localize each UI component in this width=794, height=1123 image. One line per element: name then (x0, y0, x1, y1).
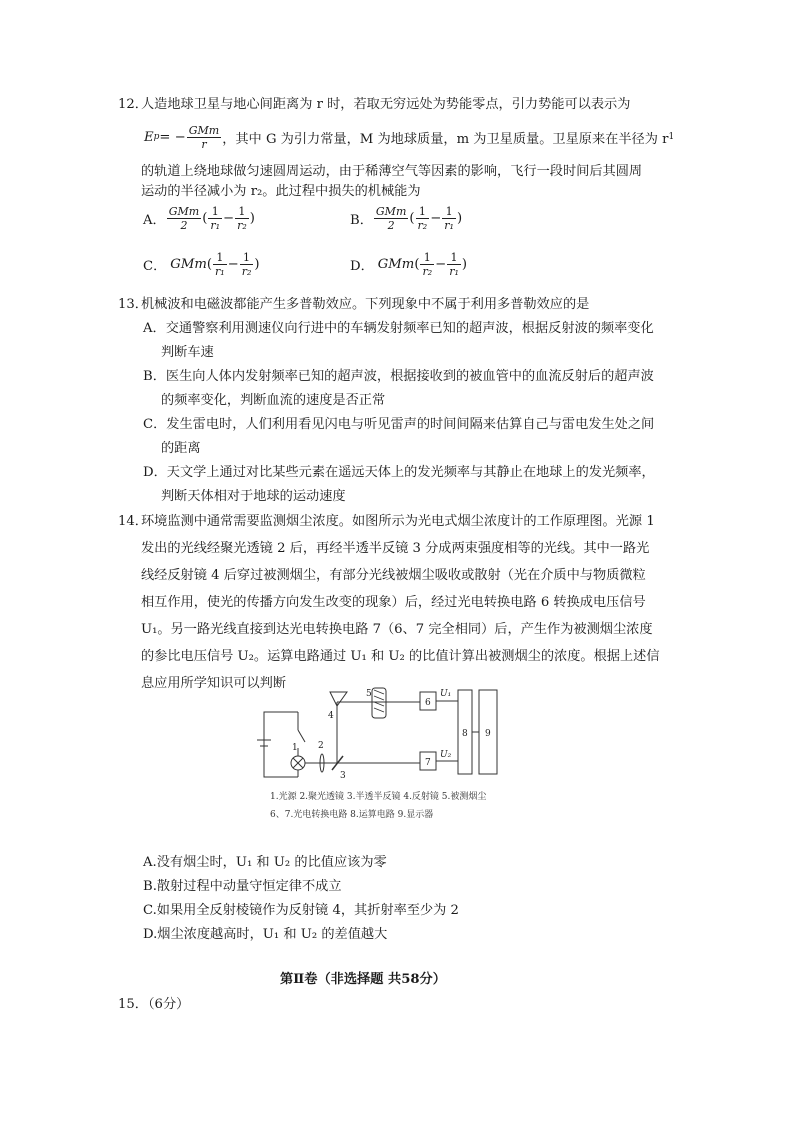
ep-symbol: E (144, 129, 154, 145)
label-6: 6 (425, 698, 431, 708)
fig-caption-1: 1.光源 2.聚光透镜 3.半透半反镜 4.反射镜 5.被测烟尘 (270, 792, 487, 802)
q12-option-b[interactable]: B． $\frac{\text{GMm}}{2}$ ( $\frac{1}{\text{r₂}}$ − $\frac{1}{\text{r₁}}$ ) (350, 205, 463, 232)
fig-caption-2: 6、7.光电转换电路 8.运算电路 9.显示器 (270, 810, 434, 820)
q14-option-b[interactable]: B.散射过程中动量守恒定律不成立 (143, 879, 342, 894)
q14-option-c[interactable]: C.如果用全反射棱镜作为反射镜 4，其折射率至少为 2 (143, 903, 459, 918)
label-u1: U₁ (440, 689, 452, 699)
reflector-icon (330, 692, 347, 706)
label-4: 4 (328, 711, 334, 721)
label-9: 9 (485, 729, 491, 739)
q12-option-d[interactable]: D． GMm ( $\frac{1}{\text{r₂}}$ − $\frac{1}{\text{r₁}}$ ) (350, 251, 468, 278)
q14-option-d[interactable]: D.烟尘浓度越高时，U₁ 和 U₂ 的差值越大 (143, 927, 388, 942)
q12-number: 12． (118, 97, 148, 112)
ep-sub: p (153, 132, 160, 142)
label-8: 8 (462, 729, 468, 739)
label-5: 5 (366, 689, 372, 699)
q13-option-a[interactable]: A．交通警察利用测速仪向行进中的车辆发射频率已知的超声波，根据反射波的频率变化 (143, 321, 654, 336)
label-1: 1 (292, 743, 298, 753)
label-2: 2 (318, 741, 324, 751)
q13-stem: 机械波和电磁波都能产生多普勒效应。下列现象中不属于利用多普勒效应的是 (141, 297, 590, 312)
q12-option-a[interactable]: A． $\frac{\text{GMm}}{2}$ ( $\frac{1}{\text{r₁}}$ − $\frac{1}{\text{r₂}}$ ) (143, 205, 255, 232)
q13-option-d-cont: 判断天体相对于地球的运动速度 (161, 489, 346, 504)
q15-heading: 15．（6分） (118, 997, 190, 1012)
q14-line2: 发出的光线经聚光透镜 2 后，再经半透半反镜 3 分成两束强度相等的光线。其中一路光 (141, 541, 650, 556)
q14-line3: 线经反射镜 4 后穿过被测烟尘，有部分光线被烟尘吸收或散射（光在介质中与物质微粒 (141, 568, 646, 583)
q14-line7: 息应用所学知识可以判断 (141, 676, 287, 691)
q12-option-c[interactable]: C． GMm ( $\frac{1}{\text{r₁}}$ − $\frac{1}{\text{r₂}}$ ) (143, 251, 260, 278)
q13-number: 13． (118, 297, 148, 312)
q14-option-a[interactable]: A.没有烟尘时，U₁ 和 U₂ 的比值应该为零 (143, 855, 387, 870)
q14-line4: 相互作用，使光的传播方向发生改变的现象）后，经过光电转换电路 6 转换成电压信号 (141, 595, 646, 610)
smoke-sample-icon (372, 688, 386, 718)
q12-line4: 运动的半径减小为 r₂。此过程中损失的机械能为 (141, 184, 421, 199)
q12-line2: ，其中 G 为引力常量，M 为地球质量，m 为卫星质量。卫星原来在半径为 r (222, 131, 669, 147)
q13-option-c-cont: 的距离 (161, 441, 201, 456)
q12-line1: 人造地球卫星与地心间距离为 r 时，若取无穷远处为势能零点，引力势能可以表示为 (141, 97, 631, 112)
q12-formula-line (144, 120, 674, 154)
ep-fraction: $\frac{\text{GMm}}{r}$ (188, 123, 220, 151)
switch-icon (298, 730, 305, 742)
label-u2: U₂ (440, 750, 452, 760)
q14-line5: U₁。另一路光线直接到达光电转换电路 7（6、7 完全相同）后，产生作为被测烟尘浓度 (141, 622, 653, 637)
q13-option-c[interactable]: C．发生雷电时，人们利用看见闪电与听见雷声的时间间隔来估算自己与雷电发生处之间 (143, 417, 655, 432)
ep-eq: = − (159, 129, 186, 145)
section-2-heading: 第Ⅱ卷（非选择题 共58分） (280, 972, 446, 987)
q14-line1: 环境监测中通常需要监测烟尘浓度。如图所示为光电式烟尘浓度计的工作原理图。光源 1 (141, 514, 655, 529)
q13-option-b-cont: 的频率变化，判断血流的速度是否正常 (161, 393, 386, 408)
smoke-meter-diagram (250, 682, 550, 824)
q13-option-a-cont: 判断车速 (161, 345, 214, 360)
q12-line3: 的轨道上绕地球做匀速圆周运动，由于稀薄空气等因素的影响，飞行一段时间后其圆周 (141, 164, 643, 179)
q13-option-d[interactable]: D．天文学上通过对比某些元素在遥远天体上的发光频率与其静止在地球上的发光频率， (143, 465, 655, 480)
label-3: 3 (340, 771, 346, 781)
q14-number: 14． (118, 514, 148, 529)
r1-sub: 1 (668, 132, 675, 142)
label-7: 7 (425, 758, 431, 768)
q13-option-b[interactable]: B．医生向人体内发射频率已知的超声波，根据接收到的被血管中的血流反射后的超声波 (143, 369, 654, 384)
q14-line6: 的参比电压信号 U₂。运算电路通过 U₁ 和 U₂ 的比值计算出被测烟尘的浓度。根据上述信 (141, 649, 660, 664)
